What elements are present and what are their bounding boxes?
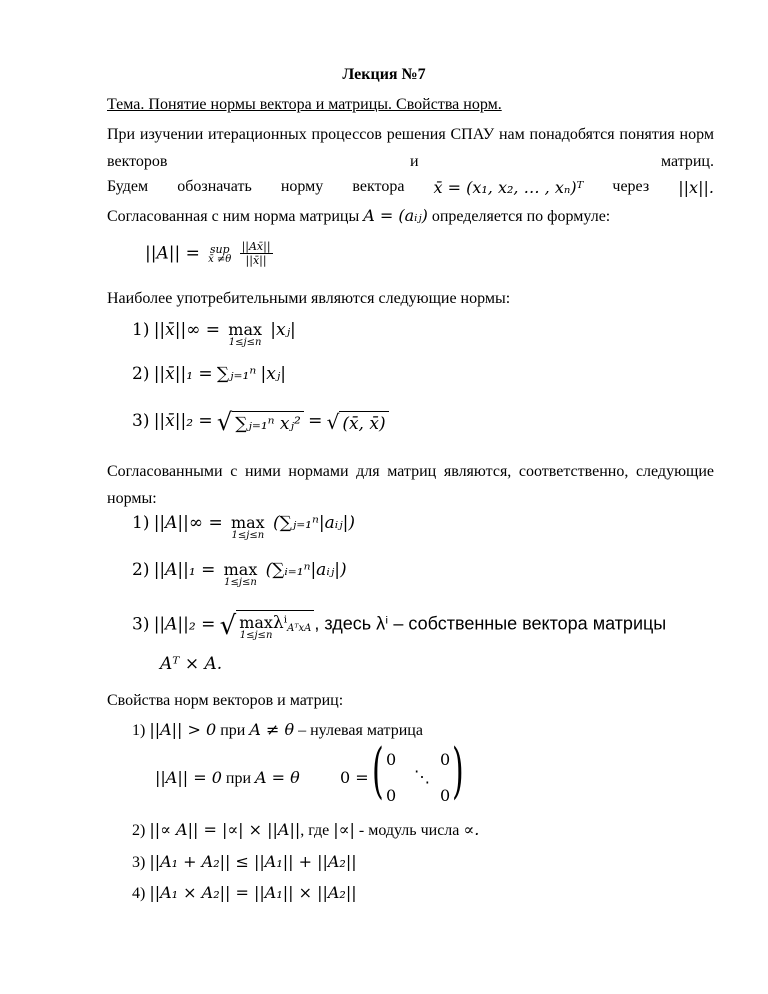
sqrt-icon: √: [326, 410, 340, 434]
radicand-inner-product: (x̄, x̄): [339, 411, 388, 434]
norm-lhs: ||A||∞ =: [153, 513, 223, 533]
norm-lhs: ||x̄||∞ =: [153, 320, 221, 340]
item-number: 1): [132, 320, 150, 340]
item-number: 3): [132, 854, 146, 871]
max-operator: max: [228, 320, 262, 339]
property-text: , где: [300, 822, 334, 839]
property-text: – нулевая матрица: [294, 722, 423, 739]
property-formula: |∝|: [333, 820, 355, 839]
property-4: [132, 883, 357, 903]
norm-rhs: |xⱼ|: [270, 320, 296, 340]
properties-heading: Свойства норм векторов и матриц:: [107, 692, 344, 709]
property-formula: ∝.: [463, 820, 480, 839]
page-title: Лекция №7: [342, 66, 426, 83]
property-2: [132, 820, 479, 840]
property-text: при: [216, 722, 250, 739]
matrix-cell: 0: [386, 786, 397, 805]
notation-word: Будем: [107, 178, 149, 195]
property-text: - модуль числа: [354, 822, 464, 839]
property-formula: ||∝ A|| = |∝| × ||A||: [149, 820, 301, 839]
matrix-norm-1: [132, 560, 347, 588]
max-range: 1≤j≤n: [228, 337, 262, 348]
eigen-note: , здесь λⁱ – собственные вектора матрицы: [314, 613, 667, 634]
definition-denominator: ||x̄||: [245, 254, 267, 267]
matrix-cell: 0: [440, 750, 451, 769]
definition-lhs: ||A|| =: [145, 243, 200, 264]
item-number: 1): [132, 722, 146, 739]
max-operator: max: [239, 613, 273, 632]
matrix-expression: A = (aᵢⱼ): [363, 206, 428, 225]
property-3: [132, 852, 357, 872]
zero-matrix: [372, 736, 464, 806]
right-paren-icon: ): [452, 736, 464, 806]
item-number: 2): [132, 364, 150, 384]
notation-word: вектора: [352, 178, 405, 195]
matrix-norm-inf: [132, 513, 355, 541]
notation-line-2: [107, 206, 610, 226]
vector-norm-2: [132, 408, 389, 436]
transpose-product: Aᵀ × A.: [160, 654, 223, 674]
vector-expression: x̄ = (x₁, x₂, … , xₙ)ᵀ: [433, 178, 584, 197]
notation-text: Согласованная с ним норма матрицы: [107, 208, 360, 225]
matrix-cell: 0: [440, 786, 451, 805]
max-operator: max: [223, 560, 258, 579]
radicand: ∑ⱼ₌₁ⁿ xⱼ²: [232, 411, 304, 434]
vector-norms-heading: Наиболее употребительными являются следующие нормы:: [107, 290, 511, 307]
notation-text: определяется по формуле:: [431, 208, 611, 225]
max-operator: max: [230, 513, 265, 532]
sup-condition: x̄ ≠θ: [208, 253, 232, 265]
property-formula: ||A₁ + A₂|| ≤ ||A₁|| + ||A₂||: [149, 852, 357, 871]
norm-lhs: ||x̄||₁ =: [153, 364, 213, 384]
norm-lhs: ||x̄||₂ =: [153, 410, 213, 431]
sqrt-icon: √: [216, 408, 233, 436]
item-number: 1): [132, 513, 150, 533]
matrix-cell: ⋱: [414, 767, 430, 786]
property-1-zero: [155, 768, 300, 788]
zero-matrix-label: 0 =: [340, 768, 369, 787]
topic-heading: Тема. Понятие нормы вектора и матрицы. Свойства норм.: [107, 96, 502, 113]
vector-norm-1: [132, 364, 286, 384]
norm-symbol: ||x||.: [678, 178, 714, 197]
property-formula: ||A₁ × A₂|| = ||A₁|| × ||A₂||: [149, 883, 357, 902]
matrix-cell: 0: [386, 750, 397, 769]
property-formula: ||A|| > 0: [149, 720, 217, 739]
norm-rhs: (∑ⱼ₌₁ⁿ|aᵢⱼ|): [272, 513, 356, 533]
sqrt-icon: √: [219, 610, 237, 641]
max-range: 1≤j≤n: [239, 630, 273, 641]
item-number: 3): [132, 614, 150, 635]
item-number: 2): [132, 560, 150, 580]
item-number: 3): [132, 410, 150, 431]
norm-rhs: |xⱼ|: [260, 364, 287, 384]
vector-norm-inf: [132, 320, 296, 348]
property-formula: A ≠ θ: [249, 720, 295, 739]
item-number: 2): [132, 822, 146, 839]
eigen-subscript: AᵀxA: [287, 623, 312, 634]
equals-sign: =: [308, 410, 323, 431]
sum-operator: ∑ⱼ₌₁ⁿ: [216, 364, 257, 384]
norm-rhs: (∑ᵢ₌₁ⁿ|aᵢⱼ|): [265, 560, 347, 580]
norm-lhs: ||A||₁ =: [153, 560, 216, 580]
matrix-norms-heading: Согласованными с ними нормами для матриц являются, соответственно, следующие нормы:: [107, 463, 714, 507]
intro-paragraph: При изучении итерационных процессов решения СПАУ нам понадобятся понятия норм векторов и матриц.: [107, 126, 714, 170]
sup-operator: sup: [209, 242, 230, 256]
definition-numerator: ||Ax̄||: [241, 240, 271, 253]
property-text: при: [221, 770, 255, 787]
norm-lhs: ||A||₂ =: [153, 614, 216, 635]
max-range: 1≤j≤n: [224, 577, 257, 588]
eigen-lambda: λⁱ: [272, 613, 288, 633]
norm-definition: [145, 240, 273, 267]
property-formula: A = θ: [255, 768, 300, 787]
notation-through: через: [612, 178, 650, 195]
matrix-norm-2: [132, 610, 666, 641]
property-formula: ||A|| = 0: [155, 768, 222, 787]
item-number: 4): [132, 885, 146, 902]
notation-word: норму: [280, 178, 324, 195]
notation-word: обозначать: [177, 178, 252, 195]
notation-line: [107, 178, 714, 197]
max-range: 1≤j≤n: [231, 530, 265, 541]
left-paren-icon: (: [372, 736, 384, 806]
